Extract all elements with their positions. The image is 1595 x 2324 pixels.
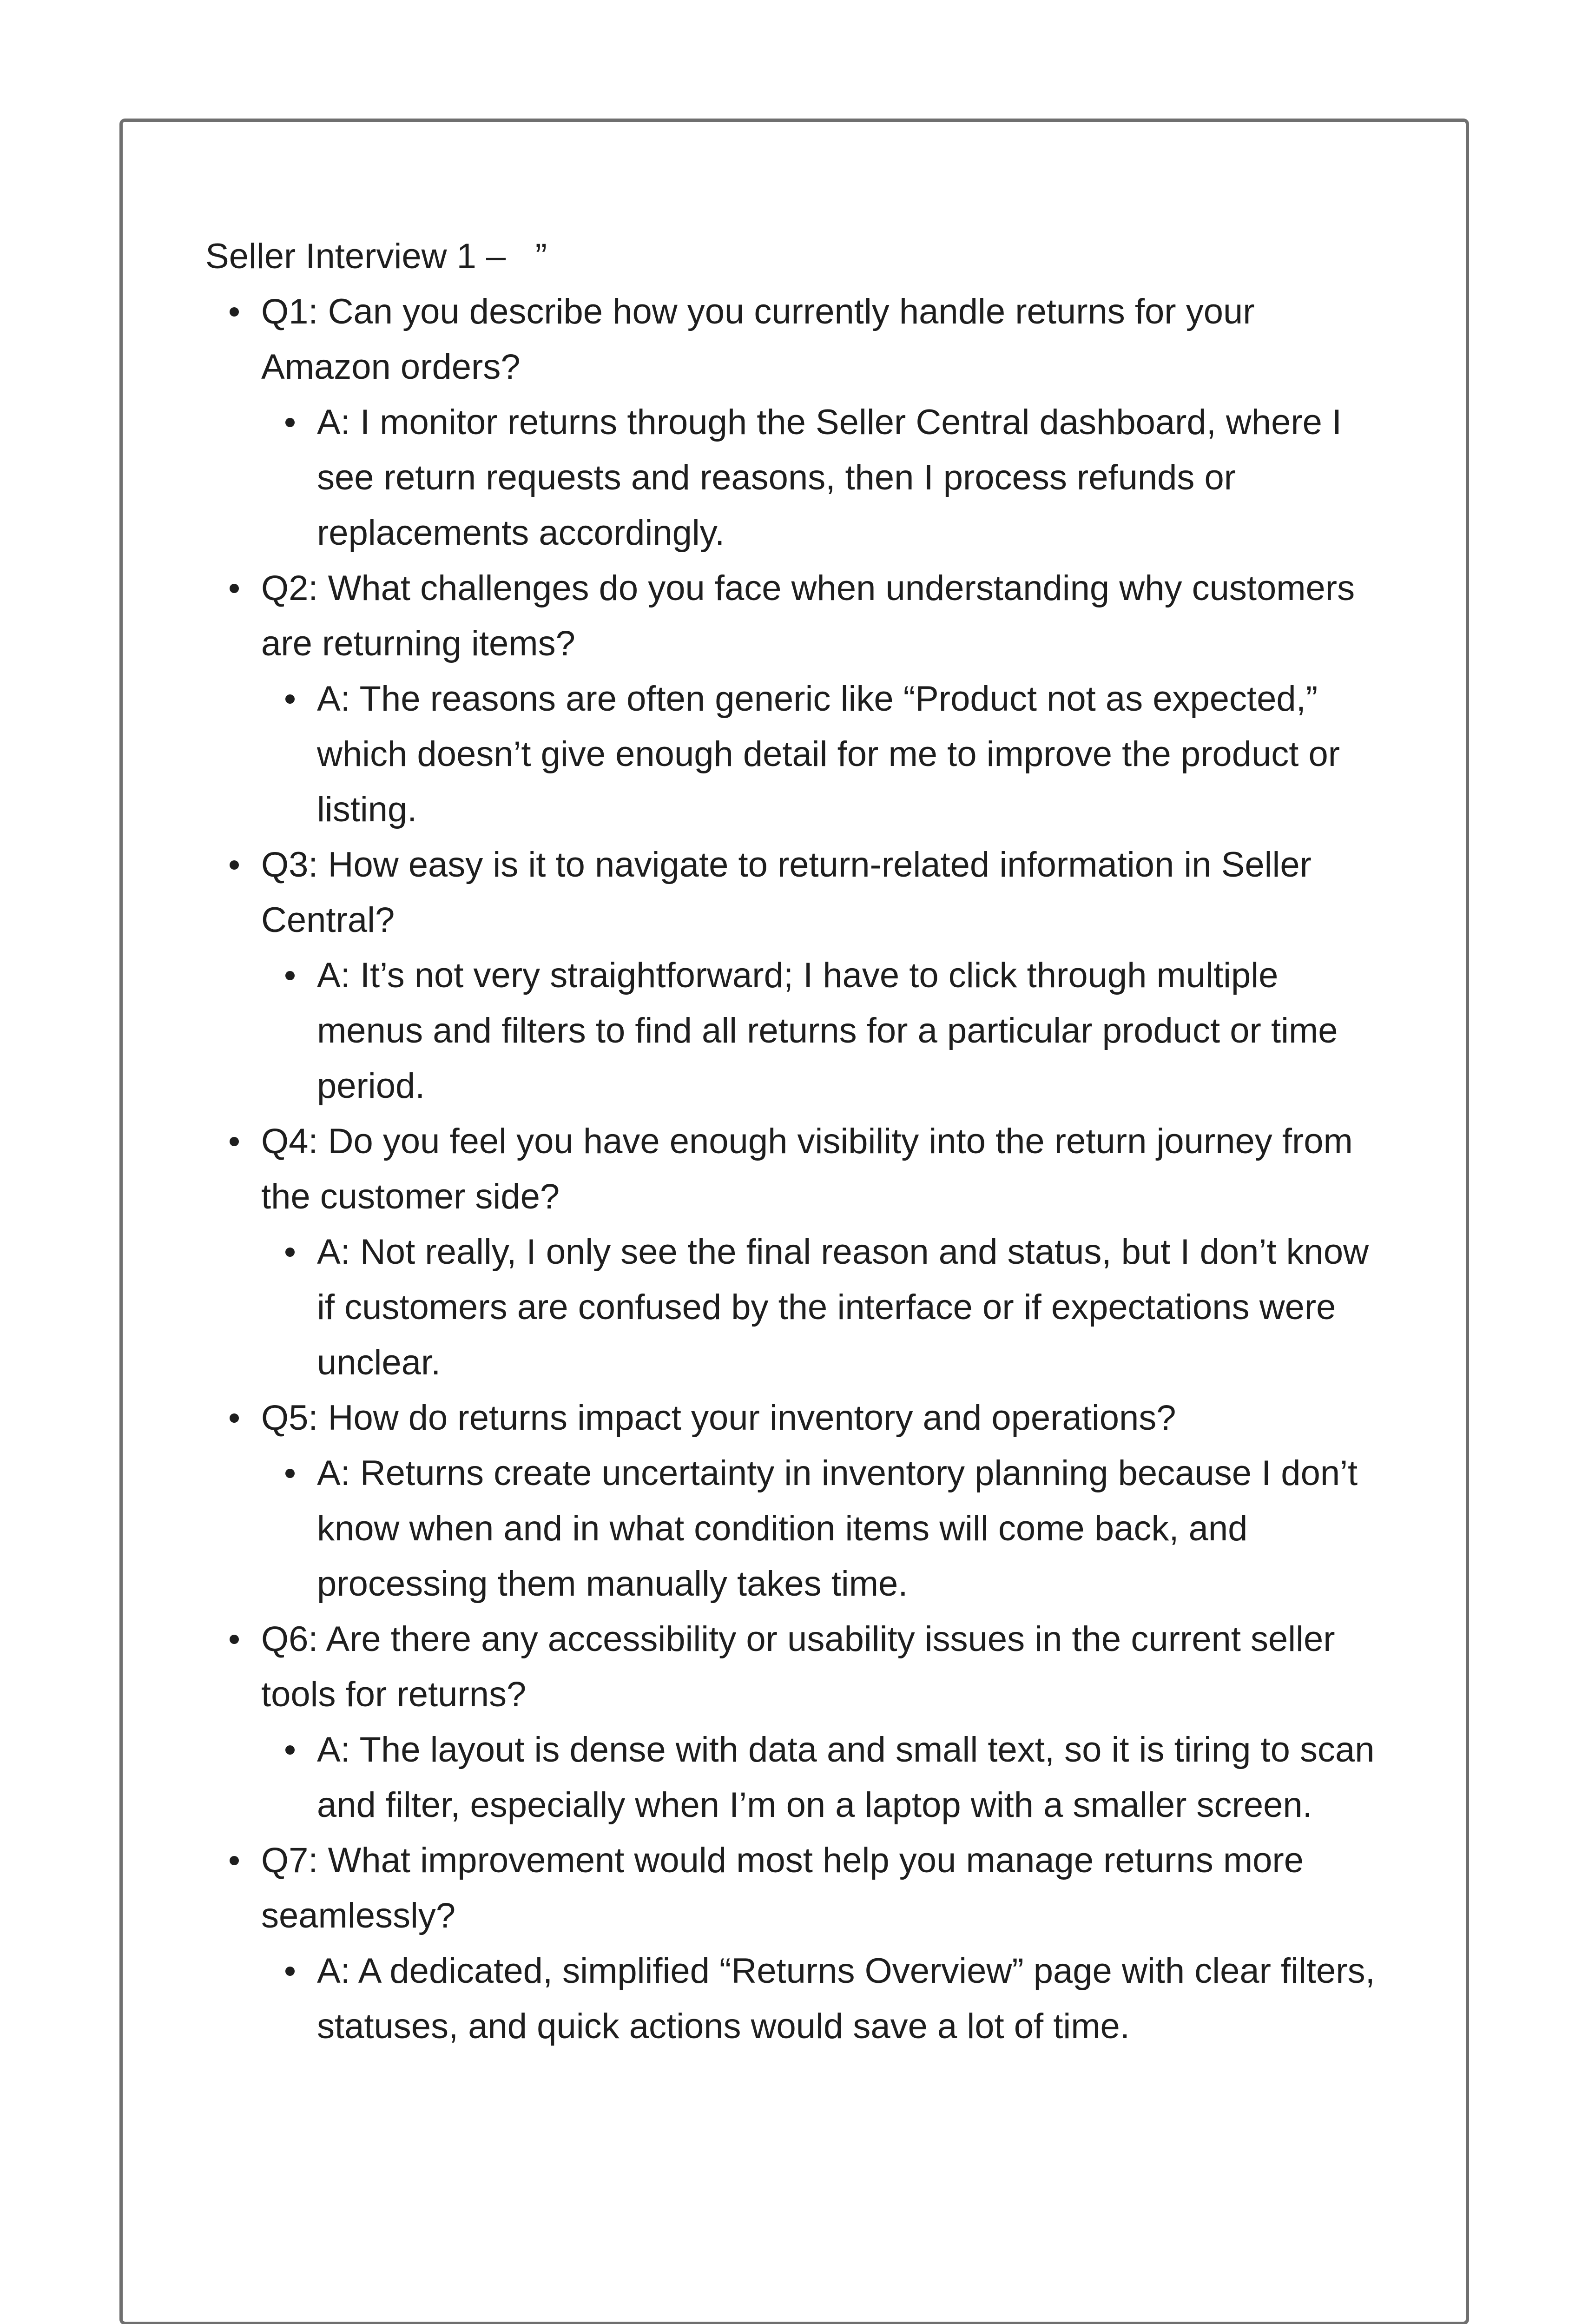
question-text: Q4: Do you feel you have enough visibility into the return journey from the customer side? [261,1122,1353,1216]
question-text: Q3: How easy is it to navigate to return-related information in Seller Central? [261,845,1312,940]
question-list [205,284,1414,2054]
question-text: Q5: How do returns impact your inventory and operations? [261,1398,1176,1438]
answer-text: A: A dedicated, simplified “Returns Overview” page with clear filters, statuses, and quick actions would save a lot of time. [317,1951,1375,2046]
answer-item [317,1722,1381,1833]
question-text: Q7: What improvement would most help you manage returns more seamlessly? [261,1841,1304,1935]
answer-item [317,948,1381,1114]
answer-text: A: It’s not very straightforward; I have to click through multiple menus and filters to find all returns for a particular product or time period. [317,956,1338,1106]
answer-text: A: I monitor returns through the Seller Central dashboard, where I see return requests and reasons, then I process refunds or replacements accordingly. [317,403,1342,553]
answer-list [261,1722,1375,1833]
answer-text: A: The layout is dense with data and small text, so it is tiring to scan and filter, especially when I’m on a laptop with a smaller screen. [317,1730,1375,1825]
document-card [119,119,1469,2324]
document-title: Seller Interview 1 – ” [205,237,547,276]
document-content [205,229,1414,2054]
answer-list [261,671,1363,837]
question-item-2 [261,561,1363,837]
answer-item [317,671,1381,837]
answer-text: A: Not really, I only see the final reason and status, but I don’t know if customers are confused by the interface or if expectations were unclear. [317,1232,1369,1382]
question-text: Q6: Are there any accessibility or usability issues in the current seller tools for returns? [261,1619,1335,1714]
answer-item [317,1446,1381,1611]
answer-list [261,1446,1363,1611]
answer-text: A: Returns create uncertainty in inventory planning because I don’t know when and in what condition items will come back, and processing them manually takes time. [317,1453,1358,1604]
question-text: Q2: What challenges do you face when understanding why customers are returning items? [261,568,1355,663]
question-item-5 [261,1390,1363,1611]
answer-text: A: The reasons are often generic like “Product not as expected,” which doesn’t give enough detail for me to improve the product or listing. [317,679,1340,829]
question-item-3 [261,837,1363,1114]
answer-item [317,1943,1381,2054]
question-item-4 [261,1114,1369,1390]
question-item-1 [261,284,1363,561]
answer-list [261,948,1363,1114]
answer-list [261,1224,1369,1390]
answer-item [317,395,1381,561]
answer-item [317,1224,1381,1390]
question-item-7 [261,1833,1375,2054]
question-item-6 [261,1611,1375,1833]
answer-list [261,1943,1375,2054]
question-text: Q1: Can you describe how you currently handle returns for your Amazon orders? [261,292,1255,387]
answer-list [261,395,1363,561]
